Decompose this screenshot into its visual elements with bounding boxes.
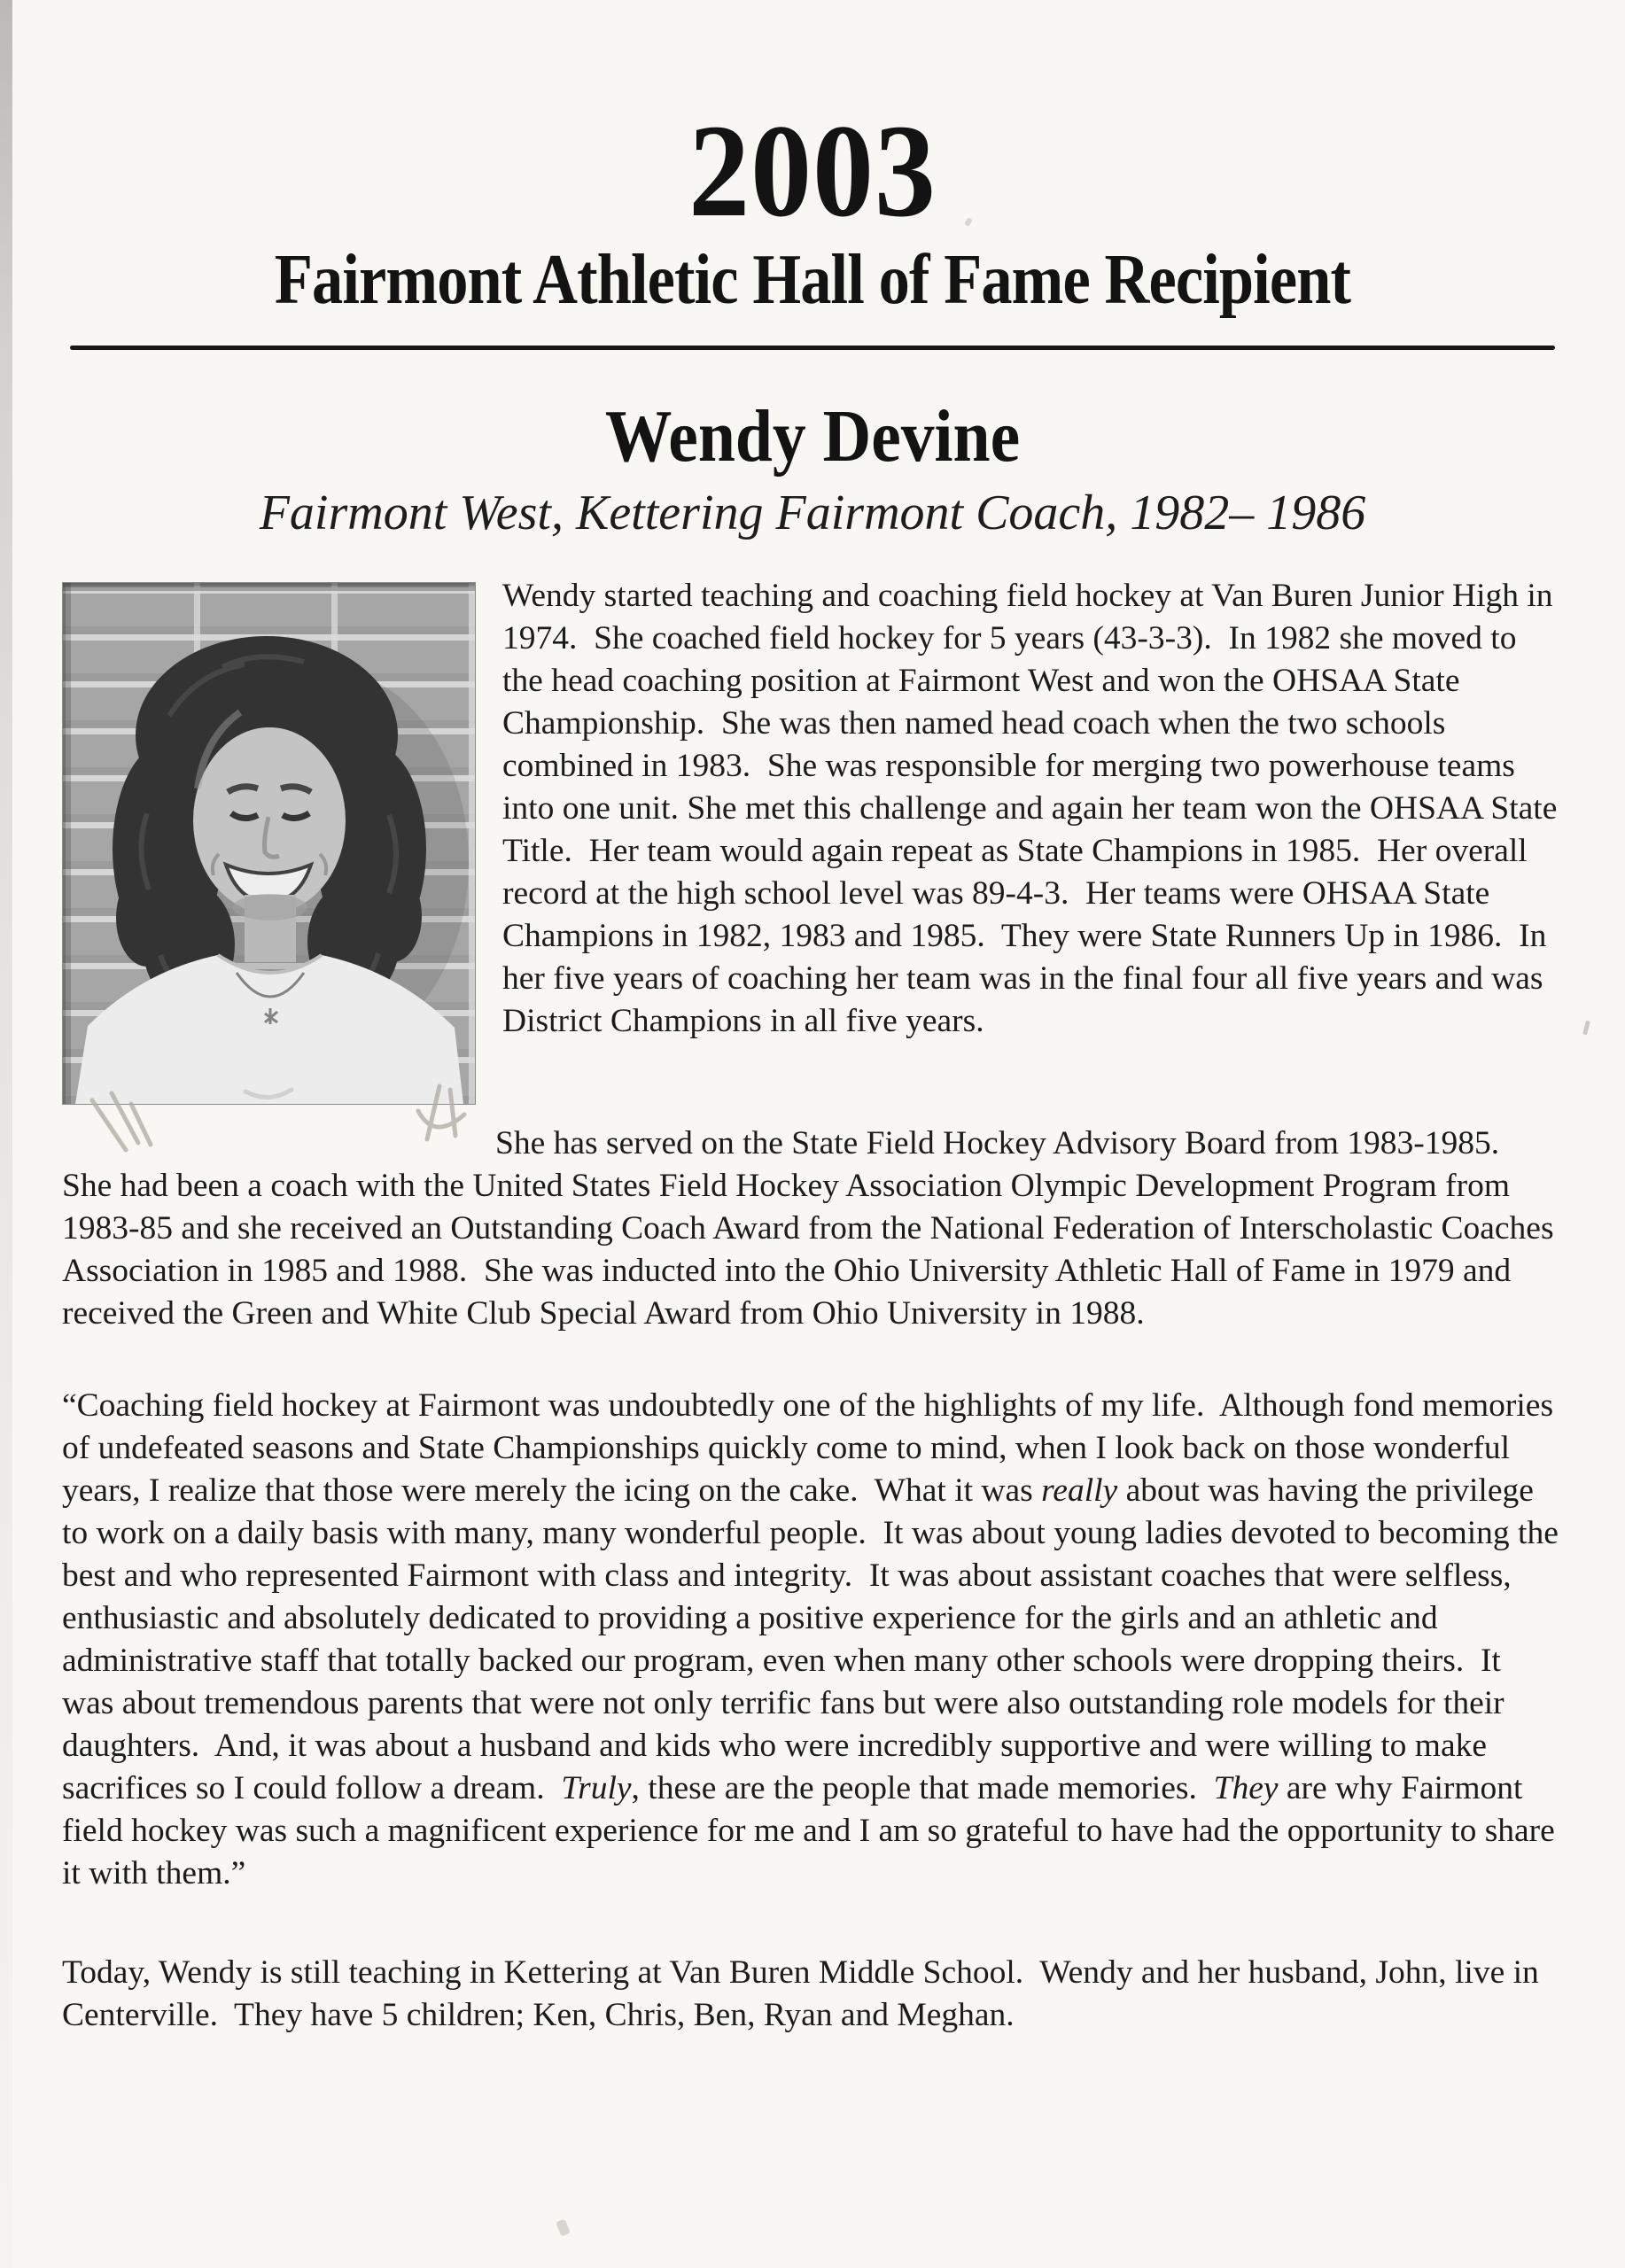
quote-segment: about was having the privilege to work on a daily basis with many, many wonderful people. It was about young ladies devoted to becoming the best and who represented Fairmont with class and integrity. It was about assistant coaches that were selfless, enthusiastic and absolutely dedicated to providing a positive experience for the girls and an athletic and administrative staff that totally backed our program, even when many other schools were dropping theirs. It was about tremendous parents that were not only terrific fans but were also outstanding role models for their daughters. And, it was about a husband and kids who were incredibly supportive and were willing to make sacrifices so I could follow a dream. (62, 1472, 1567, 1806)
quote-italic-word: really (1041, 1472, 1118, 1509)
horizontal-rule (70, 346, 1555, 350)
recipient-name: Wendy Devine (604, 395, 1021, 478)
pencil-mark-artifacts (60, 1081, 486, 1178)
quote-segment: are why Fairmont field hockey was such a magnificent experience for me and I am so grateful to have had the opportunity to share it with them.” (62, 1770, 1564, 1891)
recipient-subtitle: Fairmont West, Kettering Fairmont Coach, 1982– 1986 (259, 485, 1366, 540)
page-title: Fairmont Athletic Hall of Fame Recipient (274, 241, 1351, 319)
year-heading: 2003 (688, 97, 937, 245)
document-header (0, 0, 1625, 321)
bio-quote-paragraph (62, 1385, 1567, 1895)
scan-speck (556, 2219, 571, 2237)
portrait-illustration (63, 583, 475, 1104)
scan-edge-artifact (0, 0, 12, 2268)
bio-paragraph-3: Today, Wendy is still teaching in Kettering at Van Buren Middle School. Wendy and her husband, John, live in Centerville. They have 5 children; Ken, Chris, Ben, Ryan and Meghan. (62, 1954, 1548, 2033)
quote-italic-word: They (1213, 1770, 1279, 1806)
bio-paragraph-2: She has served on the State Field Hockey Advisory Board from 1983-1985. She had been a coach with the United States Field Hockey Association Olympic Development Program from 1983-85 and she received an Outstanding Coach Award from the National Federation of Interscholastic Coaches Association in 1985 and 1988. She was inducted into the Ohio University Athletic Hall of Fame in 1979 and received the Green and White Club Special Award from Ohio University in 1988. (62, 1125, 1560, 1332)
biography-body (0, 575, 1625, 2037)
bio-paragraph-1: Wendy started teaching and coaching field hockey at Van Buren Junior High in 1974. She coached field hockey for 5 years (43-3-3). In 1982 she moved to the head coaching position at Fairmont West and won the OHSAA State Championship. She was then named head coach when the two schools combined in 1983. She was responsible for merging two powerhouse teams into one unit. She met this challenge and again her team won the OHSAA State Title. Her team would again repeat as State Champions in 1985. Her overall record at the high school level was 89-4-3. Her teams were OHSAA State Champions in 1982, 1983 and 1985. They were State Runners Up in 1986. In her five years of coaching her team was in the final four all five years and was District Champions in all five years. (502, 578, 1566, 1039)
quote-italic-word: Truly (561, 1770, 632, 1806)
recipient-photo (62, 582, 476, 1105)
quote-segment: “Coaching field hockey at Fairmont was undoubtedly one of the highlights of my life. Although fond memories of undefeated seasons and State Championships quickly come to mind, when I look back on those wonderful years, I realize that those were merely the icing on the cake. What it was (62, 1387, 1562, 1509)
recipient-section (0, 394, 1625, 541)
quote-segment: , these are the people that made memories. (631, 1770, 1214, 1806)
